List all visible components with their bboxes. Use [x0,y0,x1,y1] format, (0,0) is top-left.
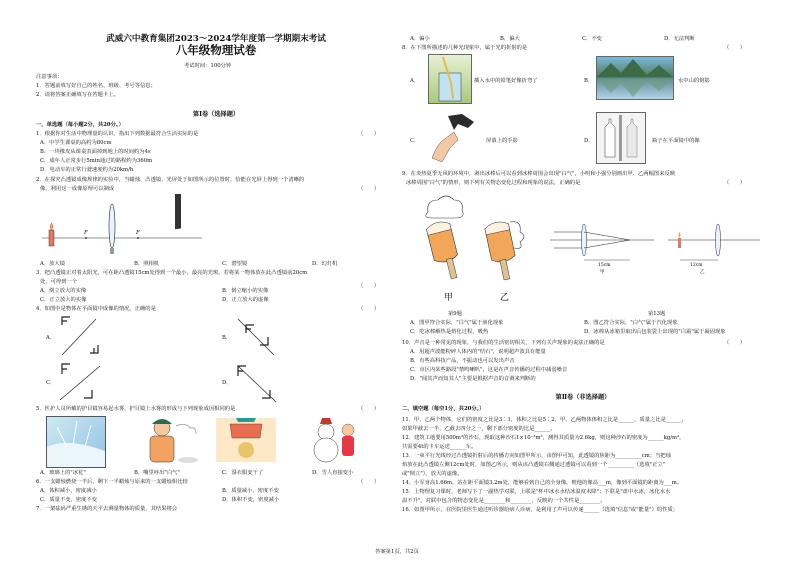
volume1-title: 第Ⅰ卷（选择题） [192,111,240,118]
q6-paren: （ ） [358,479,380,485]
fill-line: 如果甲截去一半，乙截去四分之一，剩下部分密度的比是______。 [402,426,556,432]
q2-option-d: D．幻灯机 [312,261,338,267]
q8-option-c: C． [410,138,420,144]
lens-stand [110,248,114,254]
q5-option-d: D．雪人直接变小 [312,470,354,476]
q5-paren: （ ） [358,406,380,412]
light-screen [175,194,181,229]
q6-stem: 6．一支蜡烛燃烧一半后，剩下一半蜡烛与原来的一支蜡烛相比较 [36,479,188,485]
q3-option-b: B．倒立缩小的实像 [222,288,269,294]
q8-caption-b: 水中山的倒影 [678,78,710,84]
q9-option-c: C．吃冰棒解热是熔化过程，吸热 [410,329,489,335]
exam-subtitle: 八年级物理试卷 [175,43,257,57]
q10-paren: （ ） [724,340,746,346]
q1-option-d: D．电动车的正常行驶速度约为20km/h [40,167,134,173]
q3-option-c: C．正立放大的实像 [40,297,87,303]
q3-paren: （ ） [358,283,380,289]
q8-figure-shadow [428,112,480,166]
q7-option-d: D．无法判断 [664,36,695,42]
q5-figure-ice-flower [46,416,106,468]
q8-figure-reflection [596,56,674,100]
q6-option-d: D．体积不变，密度减小 [222,497,280,503]
q5-option-c: C．湿衣服变干了 [222,470,264,476]
q2-lens-figure [42,194,212,258]
q13-figure-caption: 第13题 [648,311,666,317]
q8-option-b: B． [584,78,594,84]
fill-line: 焰放在此凸透镜左侧12cm处时，如图乙所示，则从该凸透镜右侧通过透镜可以看到一个__________（选填"正立" [402,462,666,468]
q2-stem-line1: 2．在探究凸透镜成像规律的实验中，当蜡烛、凸透镜、光屏处于如图所示的位置时，恰能在光屏上得到一个清晰的 [36,177,305,183]
q10-option-c: C．市区内某些路段"禁鸣喇叭"，这是在声音传播的过程中减弱噪音 [410,367,568,373]
q3-stem-line1: 3．把凸透镜正对着太阳光，可在距凸透镜15cm处得到一个最小、最亮的光斑。若将某一物体放在此凸透镜前20cm [36,270,308,276]
q2-option-c: C．潜望镜 [222,261,248,267]
q6-option-c: C．质量不变，密度不变 [40,497,98,503]
q5-option-b: B．嘴里呼出"白气" [134,470,180,476]
q1-paren: （ ） [358,131,380,137]
q5-option-a: A．玻璃上的"冰花" [40,470,86,476]
q8-paren: （ ） [724,45,746,51]
q13-figure-lens [550,212,762,274]
q10-stem: 10．声音是一种常见的现象，与我们的生活密切相关，下列有关声现象的说法正确的是 [402,340,605,346]
convex-lens [109,204,115,248]
q7-option-a: A．偏小 [410,36,430,42]
exam-time: 考试时间：100分钟 [184,63,232,69]
q4-figure-a [56,315,106,357]
q4-stem: 4．如图中是物体在平面镜中成像的情况，正确的是 [36,306,156,312]
section2-title: 二、填空题（每空1分，共20分。） [402,406,485,412]
candle-body [49,230,54,246]
q8-caption-c: 屏幕上的手影 [486,138,518,144]
fill-line: 共需要4t的卡车运送______车。 [402,444,477,450]
q6-option-a: A．体积减小，密度减小 [40,488,97,494]
q4-option-a: A． [46,335,56,341]
fill-line: 12．建筑工地要用500m³的沙石，现取这种沙石1×10⁻³m³，测得其质量为2.6kg，则这种沙石的密度为______kg/m³， [402,435,685,441]
q2-option-b: B．照相机 [134,261,160,267]
q2-paren: （ ） [358,186,380,192]
exam-title: 武威六中教育集团2023～2024学年度第一学期期末考试 [106,34,326,44]
q3-option-a: A．倒立放大的实像 [40,288,87,294]
q1-option-a: A．中学生课桌的高约为80cm [40,140,112,146]
q9-option-b: B．图乙符合实际，"白气"属于汽化现象 [584,320,678,326]
q2-stem-line2: 像，利用这一成像原理可以制成 [40,186,115,192]
fill-line: 13．一束平行光线经过凸透镜折射后的传播方向如图甲所示，由图甲可知，此透镜的焦距为__________cm；当把烛 [402,453,671,459]
q9-figure-caption: 第9题 [448,311,462,317]
q4-figure-d [232,362,282,404]
q5-figure-breath [136,414,200,466]
vapor-cloud-up [426,196,463,218]
q8-stem: 8．在下图所描述的几种光现象中，属于光的折射的是 [402,45,528,51]
q4-option-b: B． [222,335,232,341]
focal-distance-label: 15cm [598,263,611,268]
q8-caption-d: 瓶子在平面镜中的像 [652,138,700,144]
q9-option-a: A．图甲符合实际，"白气"属于液化现象 [410,320,504,326]
fig-label-jia-13: 甲 [600,270,605,274]
q2-option-a: A．放大镜 [40,261,66,267]
fig-label-jia: 甲 [444,293,454,303]
q1-stem: 1．根据你对生活中物理量的认识，指出下列数据最符合生活实际的是 [36,131,199,137]
q5-figure-clothes [216,414,276,466]
q7-option-b: B．偏大 [500,36,520,42]
q4-figure-c [56,362,106,404]
fig-label-yi-13: 乙 [700,270,705,274]
fill-line: 14．小军身高1.66m，站在距平面镜3.2m处，能够看到自己的全身像，则他的像高___m，像到平面镜的距离为___m。 [402,480,683,486]
q8-option-a: A． [410,78,420,84]
candle-flame [50,223,53,230]
object-distance-label: 12cm [690,263,703,268]
q8-caption-a: 插入水中的铅笔好像折弯了 [474,78,538,84]
q3-stem-line2: 处，可得到一个 [40,279,78,285]
q9-paren: （ ） [724,180,746,186]
fig-label-yi: 乙 [500,293,510,303]
q8-figure-pencil [428,54,472,104]
fill-line: 11．甲、乙两个物体，它们的密度之比是3∶1，体积之比是5∶2，甲、乙两物体体积之比是______，质量之比是______， [402,417,688,423]
focus-label-right: F [136,230,140,236]
q9-stem-line2: 冰棒周围"白气"的情形，则下列有关物态变化过程和现象的说法，正确的是 [406,180,581,186]
q4-paren: （ ） [358,306,380,312]
fill-line: 15．上物理复习课时，老师写下了一副热学对联，上联是"杯中冰水水结冰温度未降"；下联是"盘中水冰，冰化水水 [402,489,671,495]
q10-option-a: A．用超声波能粉碎人体内的"结石"，说明超声波具有能量 [410,349,546,355]
q10-option-d: D．"闻其声而知其人"主要是根据声音的音调来判断的 [410,376,536,382]
fill-line: 温不升"，对联中包含的物态变化是________和________，反映的一个共性是________。 [402,498,606,504]
note-item: 2．请将答案正确填写在答题卡上。 [36,92,119,98]
q1-option-b: B．一块橡皮从课桌表面掉到地上的时间约为4s [40,149,151,155]
q6-option-b: B．质量减小，密度不变 [222,488,279,494]
volume2-title: 第Ⅱ卷（非选择题） [555,394,611,401]
q4-option-d: D． [222,380,232,386]
q4-option-c: C． [46,380,56,386]
q8-figure-mirror [596,112,646,164]
q1-option-c: C．成年人正常步行5min通过的路程约为360m [40,158,153,164]
q4-figure-b [232,315,282,357]
q10-option-b: B．有些高科技产品，不振动也可以发出声音 [410,358,515,364]
fill-line: 或"倒立"）、放大的虚像。 [402,471,463,477]
q7-option-c: C．不变 [582,36,602,42]
notes-label: 注意事项： [36,74,63,80]
q5-stem: 5．医护人员所戴的护目镜容易起水雾，护目镜上水雾的形成与下列现象成因相同的是 [36,406,236,412]
focus-label-left: F [84,230,88,236]
q7-stem: 7．一架砝码严重生锈的天平去测量物体的质量，其结果将会 [36,506,178,512]
q3-option-d: D．正立放大的虚像 [222,297,269,303]
q8-option-d: D． [584,138,594,144]
fill-line: 16．如图甲所示，在医院里医生通过听诊器给病人诊病，是利用了声可以传递______（选填"信息"或"能量"）的性质； [402,507,679,513]
section1-title: 一、单选题（每小题2分，共20分。） [36,122,124,128]
q5-figure-snowman [304,414,360,466]
q9-figure-ice-cream [416,192,534,308]
page-footer: 答案第1页，共2页 [375,549,419,555]
q9-stem-line1: 9．在炎热夏季无风的环境中，剥出冰棒后可以看到冰棒周围会出现"白气"，小明和小强分别画出甲、乙两幅图来反映 [402,171,676,177]
q9-option-d: D．冰棒从冰箱里取出后包装袋上出现的"白霜"属于凝固现象 [584,329,726,335]
note-item: 1．答题前填写好自己的姓名、班级、考号等信息； [36,83,156,89]
